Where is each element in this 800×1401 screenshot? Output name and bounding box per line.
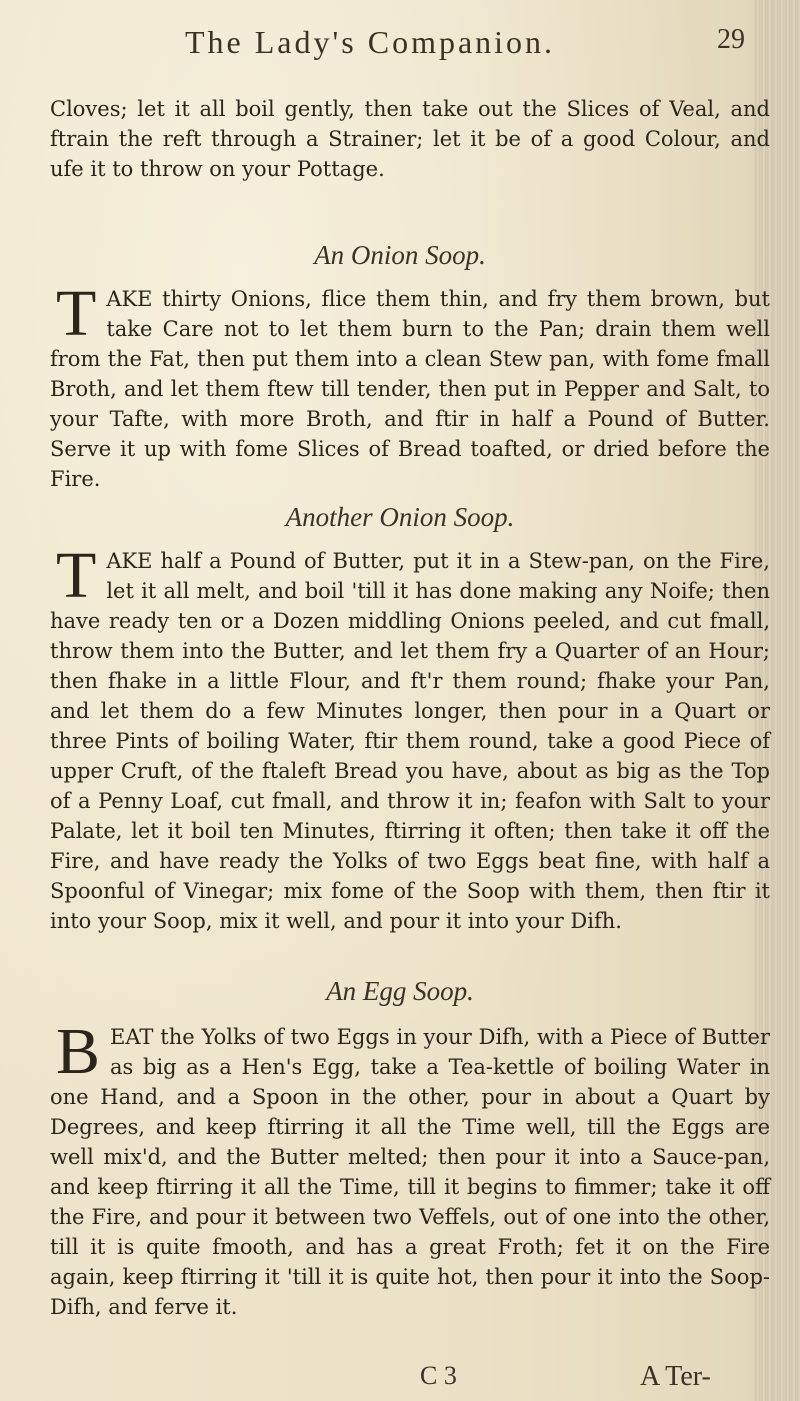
onion-soop-paragraph	[50, 277, 770, 494]
running-head: The Lady's Companion.	[185, 24, 556, 60]
egg-soop-dropcap: B	[56, 1015, 101, 1088]
egg-soop-title: An Egg Soop.	[326, 976, 474, 1006]
another-onion-soop-dropcap: T	[56, 539, 97, 612]
signature-mark: C 3	[420, 1361, 457, 1390]
catchword: A Ter-	[640, 1361, 711, 1392]
intro-paragraph: Cloves; let it all boil gently, then take out the Slices of Veal, and ftrain the reft through a Strainer; let it be of a good Colour, and ufe it to throw on your Pottage.	[50, 97, 770, 181]
another-onion-soop-text: AKE half a Pound of Butter, put it in a Stew-pan, on the Fire, let it all melt, and boil 'till it has done making any Noife; then have ready ten or a Dozen middling Onions peeled, and cut fmall, throw them into the Butter, and let them fry a Quarter of an Hour; then fhake in a little Flour, and ft'r them round; fhake your Pan, and let them do a few Minutes longer, then pour in a Quart or three Pints of boiling Water, ftir them round, take a good Piece of upper Cruft, of the ftaleft Bread you have, about as big as the Top of a Penny Loaf, cut fmall, and throw it in; feafon with Salt to your Palate, let it boil ten Minutes, ftirring it often; then take it off the Fire, and have ready the Yolks of two Eggs beat fine, with half a Spoonful of Vinegar; mix fome of the Soop with them, then ftir it into your Soop, mix it well, and pour it into your Difh.	[50, 549, 770, 933]
onion-soop-dropcap: T	[56, 277, 97, 350]
another-onion-soop-paragraph	[50, 539, 770, 936]
another-onion-soop-title: Another Onion Soop.	[285, 502, 515, 532]
onion-soop-text: AKE thirty Onions, flice them thin, and fry them brown, but take Care not to let them burn to the Pan; drain them well from the Fat, then put them into a clean Stew pan, with fome fmall Broth, and let them ftew till tender, then put in Pepper and Salt, to your Tafte, with more Broth, and ftir in half a Pound of Butter. Serve it up with fome Slices of Bread toafted, or dried before the Fire.	[50, 287, 770, 491]
egg-soop-paragraph	[50, 1015, 770, 1322]
page-header	[185, 24, 765, 64]
page-number: 29	[717, 24, 745, 55]
egg-soop-text: EAT the Yolks of two Eggs in your Difh, with a Piece of Butter as big as a Hen's Egg, take a Tea-kettle of boiling Water in one Hand, and a Spoon in the other, pour in about a Quart by Degrees, and keep ftirring it all the Time well, till the Eggs are well mix'd, and the Butter melted; then pour it into a Sauce-pan, and keep ftirring it all the Time, till it begins to fimmer; take it off the Fire, and pour it between two Veffels, out of one into the other, till it is quite fmooth, and has a great Froth; fet it on the Fire again, keep ftirring it 'till it is quite hot, then pour it into the Soop-Difh, and ferve it.	[50, 1025, 770, 1319]
onion-soop-title: An Onion Soop.	[314, 240, 486, 270]
page-footer	[0, 1361, 800, 1401]
